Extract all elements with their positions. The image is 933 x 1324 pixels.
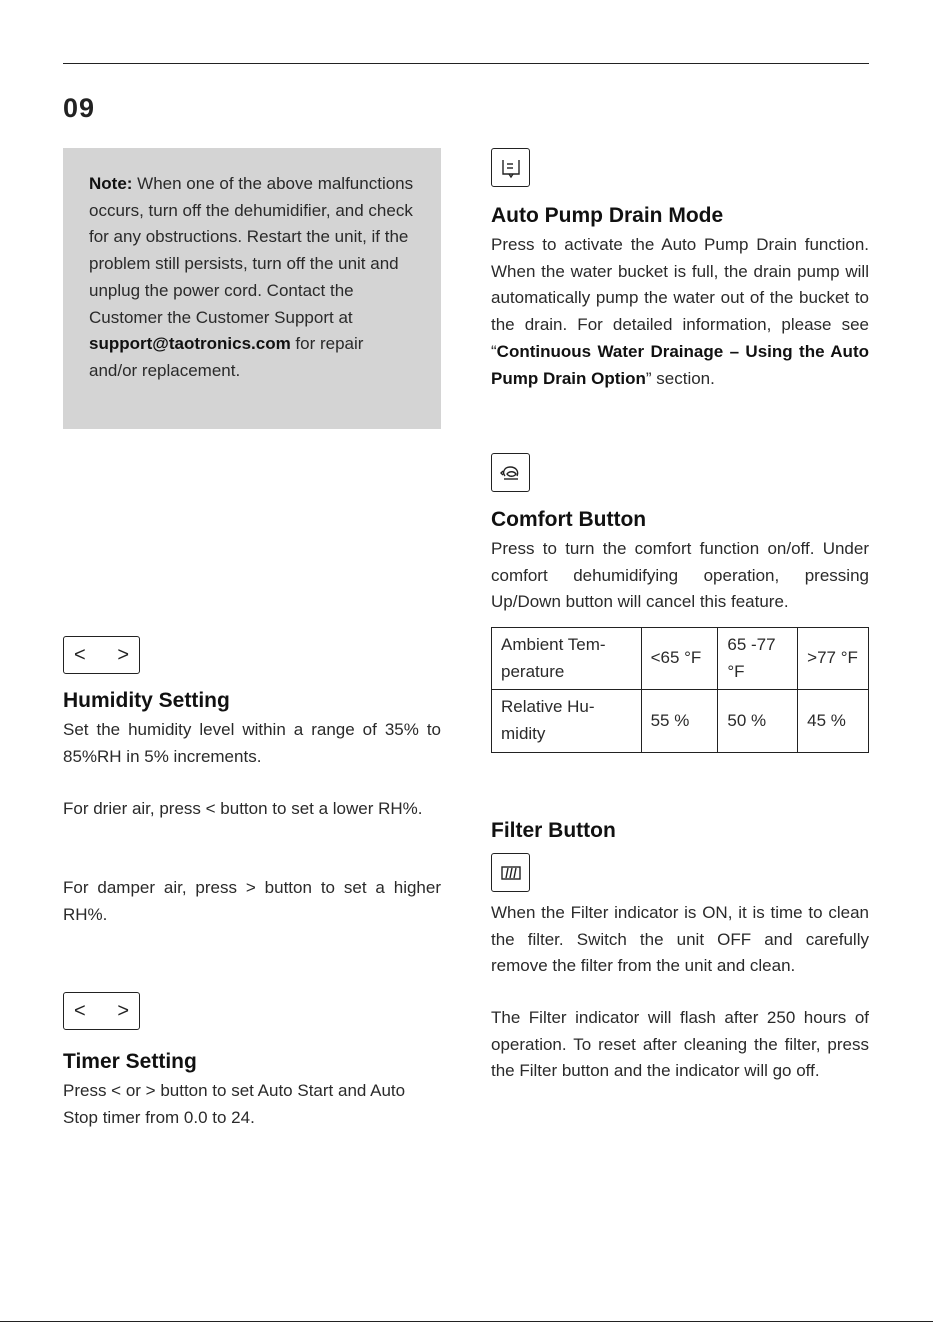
top-rule [63, 63, 869, 64]
table-cell: Relative Hu-midity [492, 690, 642, 752]
table-cell: Ambient Tem-perature [492, 628, 642, 690]
table-cell: >77 °F [798, 628, 869, 690]
note-text: When one of the above malfunctions occurs, turn off the dehumidifier, and check for any obstructions. Restart the unit, if the problem still persists, turn off the unit and unplug the power cord. Contact the Customer the Customer Support at [89, 174, 414, 327]
auto-pump-paragraph: Press to activate the Auto Pump Drain function. When the water bucket is full, the drain pump will automatically pump the water out of the bucket to the drain. For detailed information, please see “Continuous Water Drainage – Using the Auto Pump Drain Option” section. [491, 235, 869, 388]
humidity-arrows-icon [63, 636, 140, 674]
note-text-end: for repair and/or replacement. [89, 334, 364, 380]
comfort-icon [491, 453, 530, 492]
page-number: 09 [63, 93, 96, 123]
table-row [492, 690, 869, 752]
left-arrow-icon: < [74, 643, 86, 666]
humidity-paragraph-2: For drier air, press < button to set a lower RH%. [63, 799, 423, 818]
filter-paragraph-2: The Filter indicator will flash after 250 hours of operation. To reset after cleaning the filter, press the Filter button and the indicator will go off. [491, 1008, 869, 1081]
right-arrow-icon: > [117, 999, 129, 1022]
comfort-button-title: Comfort Button [491, 508, 647, 531]
comfort-paragraph: Press to turn the comfort function on/off. Under comfort dehumidifying operation, pressing Up/Down button will cancel this feature. [491, 539, 869, 612]
table-cell: 65 -77 °F [718, 628, 798, 690]
filter-paragraph-1: When the Filter indicator is ON, it is time to clean the filter. Switch the unit OFF and carefully remove the filter from the unit and clean. [491, 903, 869, 976]
humidity-setting-title: Humidity Setting [63, 689, 230, 712]
pump-section-reference: Continuous Water Drainage – Using the Auto Pump Drain Option [491, 341, 869, 388]
table-cell: <65 °F [641, 628, 718, 690]
table-cell: 55 % [641, 690, 718, 752]
support-email: support@taotronics.com [89, 334, 291, 354]
bottom-rule [0, 1321, 933, 1322]
filter-button-title: Filter Button [491, 819, 616, 842]
timer-arrows-icon [63, 992, 140, 1030]
timer-paragraph: Press < or > button to set Auto Start and Auto Stop timer from 0.0 to 24. [63, 1081, 406, 1127]
note-label: Note: [89, 174, 133, 193]
comfort-table [491, 627, 869, 753]
table-cell: 50 % [718, 690, 798, 752]
pump-drain-icon [491, 148, 530, 187]
table-row [492, 628, 869, 690]
table-cell: 45 % [798, 690, 869, 752]
auto-pump-title: Auto Pump Drain Mode [491, 204, 724, 227]
humidity-paragraph-1: Set the humidity level within a range of 35% to 85%RH in 5% increments. [63, 720, 441, 766]
right-arrow-icon: > [117, 643, 129, 666]
filter-icon [491, 853, 530, 892]
timer-setting-title: Timer Setting [63, 1050, 197, 1073]
note-box [63, 148, 441, 429]
left-arrow-icon: < [74, 999, 86, 1022]
humidity-paragraph-3: For damper air, press > button to set a higher RH%. [63, 878, 441, 924]
